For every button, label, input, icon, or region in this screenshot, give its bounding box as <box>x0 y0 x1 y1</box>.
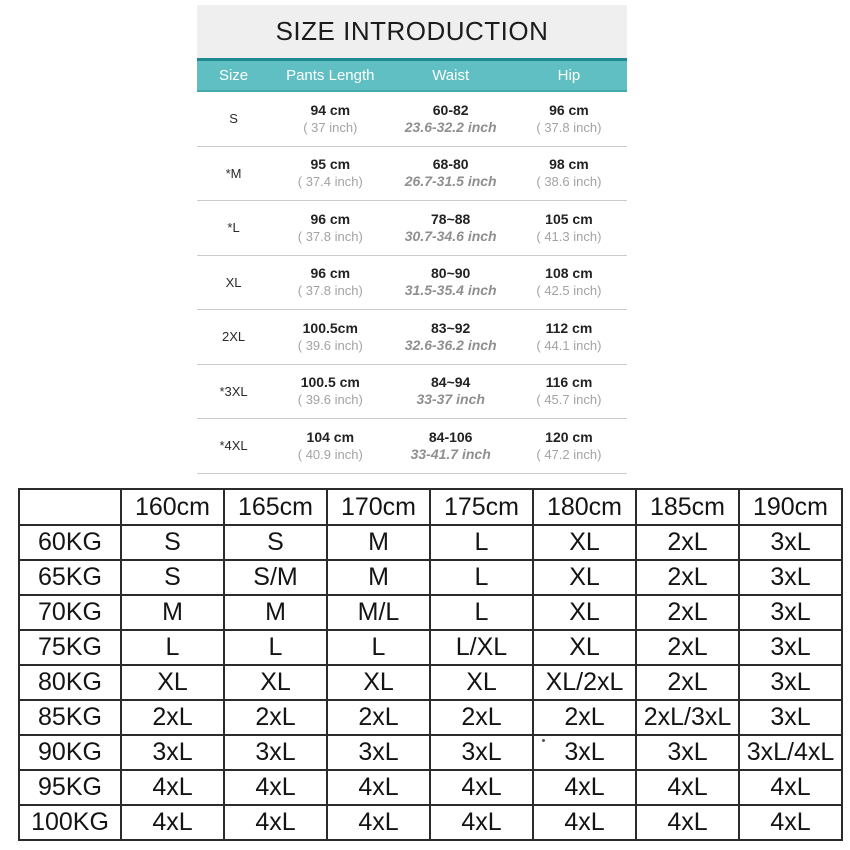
size-cell: L <box>430 525 533 560</box>
weight-row-label: 80KG <box>19 665 121 700</box>
size-cell: 4xL <box>327 805 430 840</box>
pants-length-cm: 104 cm <box>306 428 355 445</box>
hip-inch: ( 45.7 inch) <box>536 392 602 408</box>
matrix-row-90kg <box>19 735 842 770</box>
height-header-185cm: 185cm <box>636 489 739 525</box>
matrix-row-100kg <box>19 805 842 840</box>
hip-cm: 120 cm <box>545 428 593 445</box>
waist-cell <box>390 102 510 136</box>
size-cell: 2xL <box>636 560 739 595</box>
size-cell: 4xL <box>121 770 224 805</box>
size-cell: 3xL/4xL <box>739 735 842 770</box>
pants-length-inch: ( 37.4 inch) <box>297 174 363 190</box>
hip-cm: 108 cm <box>545 265 593 282</box>
matrix-row-95kg <box>19 770 842 805</box>
height-header-170cm: 170cm <box>327 489 430 525</box>
size-cell: 4xL <box>224 770 327 805</box>
size-cell: M <box>327 525 430 560</box>
waist-inch: 30.7-34.6 inch <box>404 227 497 244</box>
size-cell: XL <box>121 665 224 700</box>
column-header-hip: Hip <box>557 67 581 84</box>
weight-row-label: 95KG <box>19 770 121 805</box>
pants-length-inch: ( 39.6 inch) <box>297 337 363 353</box>
size-cell: XL <box>533 560 636 595</box>
waist-cm: 78~88 <box>431 210 471 227</box>
size-cell: 2xL/3xL <box>636 700 739 735</box>
column-header-size: Size <box>218 67 249 84</box>
size-intro-row-s <box>197 92 627 147</box>
column-header-pants-length: Pants Length <box>286 67 375 84</box>
hip-inch: ( 41.3 inch) <box>536 228 602 244</box>
height-header-165cm: 165cm <box>224 489 327 525</box>
size-cell: 4xL <box>533 805 636 840</box>
size-cell: M/L <box>327 595 430 630</box>
waist-inch: 33-41.7 inch <box>410 445 491 462</box>
size-cell: 3xL <box>533 735 636 770</box>
size-label: 2XL <box>221 329 246 345</box>
matrix-row-65kg <box>19 560 842 595</box>
hip-cell <box>511 320 627 354</box>
size-cell: 4xL <box>224 805 327 840</box>
waist-inch: 32.6-36.2 inch <box>404 336 497 353</box>
pants-length-cm: 100.5cm <box>302 319 358 336</box>
size-cell: 2xL <box>636 630 739 665</box>
hip-cm: 112 cm <box>545 319 593 336</box>
size-cell: S <box>224 525 327 560</box>
size-cell: S/M <box>224 560 327 595</box>
size-cell: S <box>121 560 224 595</box>
waist-cm: 84-106 <box>428 428 473 445</box>
size-cell: 3xL <box>636 735 739 770</box>
size-intro-row-4xl <box>197 419 627 474</box>
hip-cell <box>511 102 627 136</box>
size-cell: XL <box>533 595 636 630</box>
hip-inch: ( 42.5 inch) <box>536 283 602 299</box>
size-cell: 4xL <box>636 805 739 840</box>
matrix-header-row <box>19 489 842 525</box>
size-cell: 3xL <box>739 525 842 560</box>
matrix-row-70kg <box>19 595 842 630</box>
size-cell: L <box>327 630 430 665</box>
size-cell: 4xL <box>739 770 842 805</box>
size-cell: 3xL <box>224 735 327 770</box>
weight-row-label: 90KG <box>19 735 121 770</box>
size-cell: M <box>224 595 327 630</box>
pants-length-cell <box>270 374 390 408</box>
pants-length-cell <box>270 102 390 136</box>
pants-length-cm: 100.5 cm <box>300 374 360 391</box>
size-cell: M <box>327 560 430 595</box>
waist-inch: 23.6-32.2 inch <box>404 118 497 135</box>
size-cell: 3xL <box>739 560 842 595</box>
size-cell: 3xL <box>739 630 842 665</box>
size-cell: 2xL <box>430 700 533 735</box>
pants-length-inch: ( 37 inch) <box>303 119 358 135</box>
size-cell: 3xL <box>739 595 842 630</box>
waist-cell <box>390 156 510 190</box>
hip-cell <box>511 429 627 463</box>
hip-cm: 116 cm <box>545 374 593 391</box>
size-intro-row-3xl <box>197 365 627 420</box>
size-cell: 3xL <box>739 700 842 735</box>
height-header-180cm: 180cm <box>533 489 636 525</box>
size-intro-row-m <box>197 147 627 202</box>
hip-cell <box>511 265 627 299</box>
hip-inch: ( 47.2 inch) <box>536 446 602 462</box>
hip-inch: ( 37.8 inch) <box>536 119 602 135</box>
size-cell: XL/2xL <box>533 665 636 700</box>
pants-length-cell <box>270 211 390 245</box>
size-introduction-header-row <box>197 58 627 92</box>
height-header-160cm: 160cm <box>121 489 224 525</box>
waist-cell <box>390 265 510 299</box>
height-header-190cm: 190cm <box>739 489 842 525</box>
hip-cm: 105 cm <box>545 210 593 227</box>
size-cell: 2xL <box>327 700 430 735</box>
matrix-row-85kg <box>19 700 842 735</box>
weight-row-label: 70KG <box>19 595 121 630</box>
pants-length-cm: 94 cm <box>310 101 351 118</box>
hip-cm: 98 cm <box>549 156 589 173</box>
size-introduction-title: SIZE INTRODUCTION <box>197 5 627 58</box>
hip-inch: ( 44.1 inch) <box>536 337 602 353</box>
pants-length-cm: 95 cm <box>310 156 351 173</box>
size-cell: 2xL <box>636 525 739 560</box>
size-cell: XL <box>327 665 430 700</box>
matrix-corner-cell <box>19 489 121 525</box>
size-intro-row-2xl <box>197 310 627 365</box>
matrix-row-60kg <box>19 525 842 560</box>
size-cell: 2xL <box>121 700 224 735</box>
weight-row-label: 60KG <box>19 525 121 560</box>
height-header-175cm: 175cm <box>430 489 533 525</box>
size-cell: L <box>121 630 224 665</box>
pants-length-cm: 96 cm <box>310 265 351 282</box>
size-label: S <box>229 111 238 127</box>
hip-cell <box>511 211 627 245</box>
matrix-row-80kg <box>19 665 842 700</box>
waist-inch: 31.5-35.4 inch <box>404 282 497 299</box>
waist-inch: 26.7-31.5 inch <box>404 173 497 190</box>
weight-row-label: 75KG <box>19 630 121 665</box>
hip-cell <box>511 374 627 408</box>
weight-row-label: 100KG <box>19 805 121 840</box>
waist-inch: 33-37 inch <box>416 391 485 408</box>
size-cell: L/XL <box>430 630 533 665</box>
waist-cm: 83~92 <box>431 319 471 336</box>
matrix-row-75kg <box>19 630 842 665</box>
size-cell: 2xL <box>636 595 739 630</box>
size-label: *4XL <box>219 438 248 454</box>
waist-cell <box>390 320 510 354</box>
size-label: *M <box>225 165 242 181</box>
pants-length-cell <box>270 320 390 354</box>
size-intro-row-xl <box>197 256 627 311</box>
height-weight-size-matrix <box>18 488 843 841</box>
size-cell: XL <box>224 665 327 700</box>
size-cell: 2xL <box>533 700 636 735</box>
waist-cell <box>390 429 510 463</box>
weight-row-label: 65KG <box>19 560 121 595</box>
size-cell: 4xL <box>533 770 636 805</box>
size-cell: 2xL <box>636 665 739 700</box>
size-cell: L <box>224 630 327 665</box>
hip-cell <box>511 156 627 190</box>
pants-length-cm: 96 cm <box>310 210 351 227</box>
size-cell: XL <box>533 525 636 560</box>
waist-cm: 60-82 <box>432 101 469 118</box>
size-intro-row-l <box>197 201 627 256</box>
pants-length-inch: ( 37.8 inch) <box>297 228 363 244</box>
size-cell: M <box>121 595 224 630</box>
pants-length-inch: ( 39.6 inch) <box>297 392 363 408</box>
size-cell: XL <box>430 665 533 700</box>
size-cell: 3xL <box>121 735 224 770</box>
pants-length-cell <box>270 156 390 190</box>
size-introduction-table <box>197 5 627 474</box>
waist-cell <box>390 374 510 408</box>
size-label: *3XL <box>219 383 248 399</box>
size-cell: 3xL <box>430 735 533 770</box>
size-label: XL <box>225 274 242 290</box>
size-cell: 4xL <box>739 805 842 840</box>
size-cell: XL <box>533 630 636 665</box>
pants-length-inch: ( 37.8 inch) <box>297 283 363 299</box>
pants-length-cell <box>270 429 390 463</box>
pants-length-cell <box>270 265 390 299</box>
size-cell: 4xL <box>636 770 739 805</box>
size-cell: 4xL <box>121 805 224 840</box>
waist-cm: 80~90 <box>431 265 471 282</box>
speck-artifact <box>542 739 545 742</box>
size-cell: 4xL <box>327 770 430 805</box>
waist-cm: 84~94 <box>431 374 471 391</box>
size-cell: L <box>430 595 533 630</box>
column-header-waist: Waist <box>432 67 470 84</box>
size-cell: 3xL <box>739 665 842 700</box>
size-cell: 3xL <box>327 735 430 770</box>
size-cell: 4xL <box>430 770 533 805</box>
size-label: *L <box>227 220 240 236</box>
size-cell: 4xL <box>430 805 533 840</box>
size-cell: L <box>430 560 533 595</box>
pants-length-inch: ( 40.9 inch) <box>297 446 363 462</box>
size-cell: S <box>121 525 224 560</box>
waist-cell <box>390 211 510 245</box>
weight-row-label: 85KG <box>19 700 121 735</box>
hip-inch: ( 38.6 inch) <box>536 174 602 190</box>
size-cell: 2xL <box>224 700 327 735</box>
waist-cm: 68-80 <box>432 156 469 173</box>
hip-cm: 96 cm <box>549 101 589 118</box>
